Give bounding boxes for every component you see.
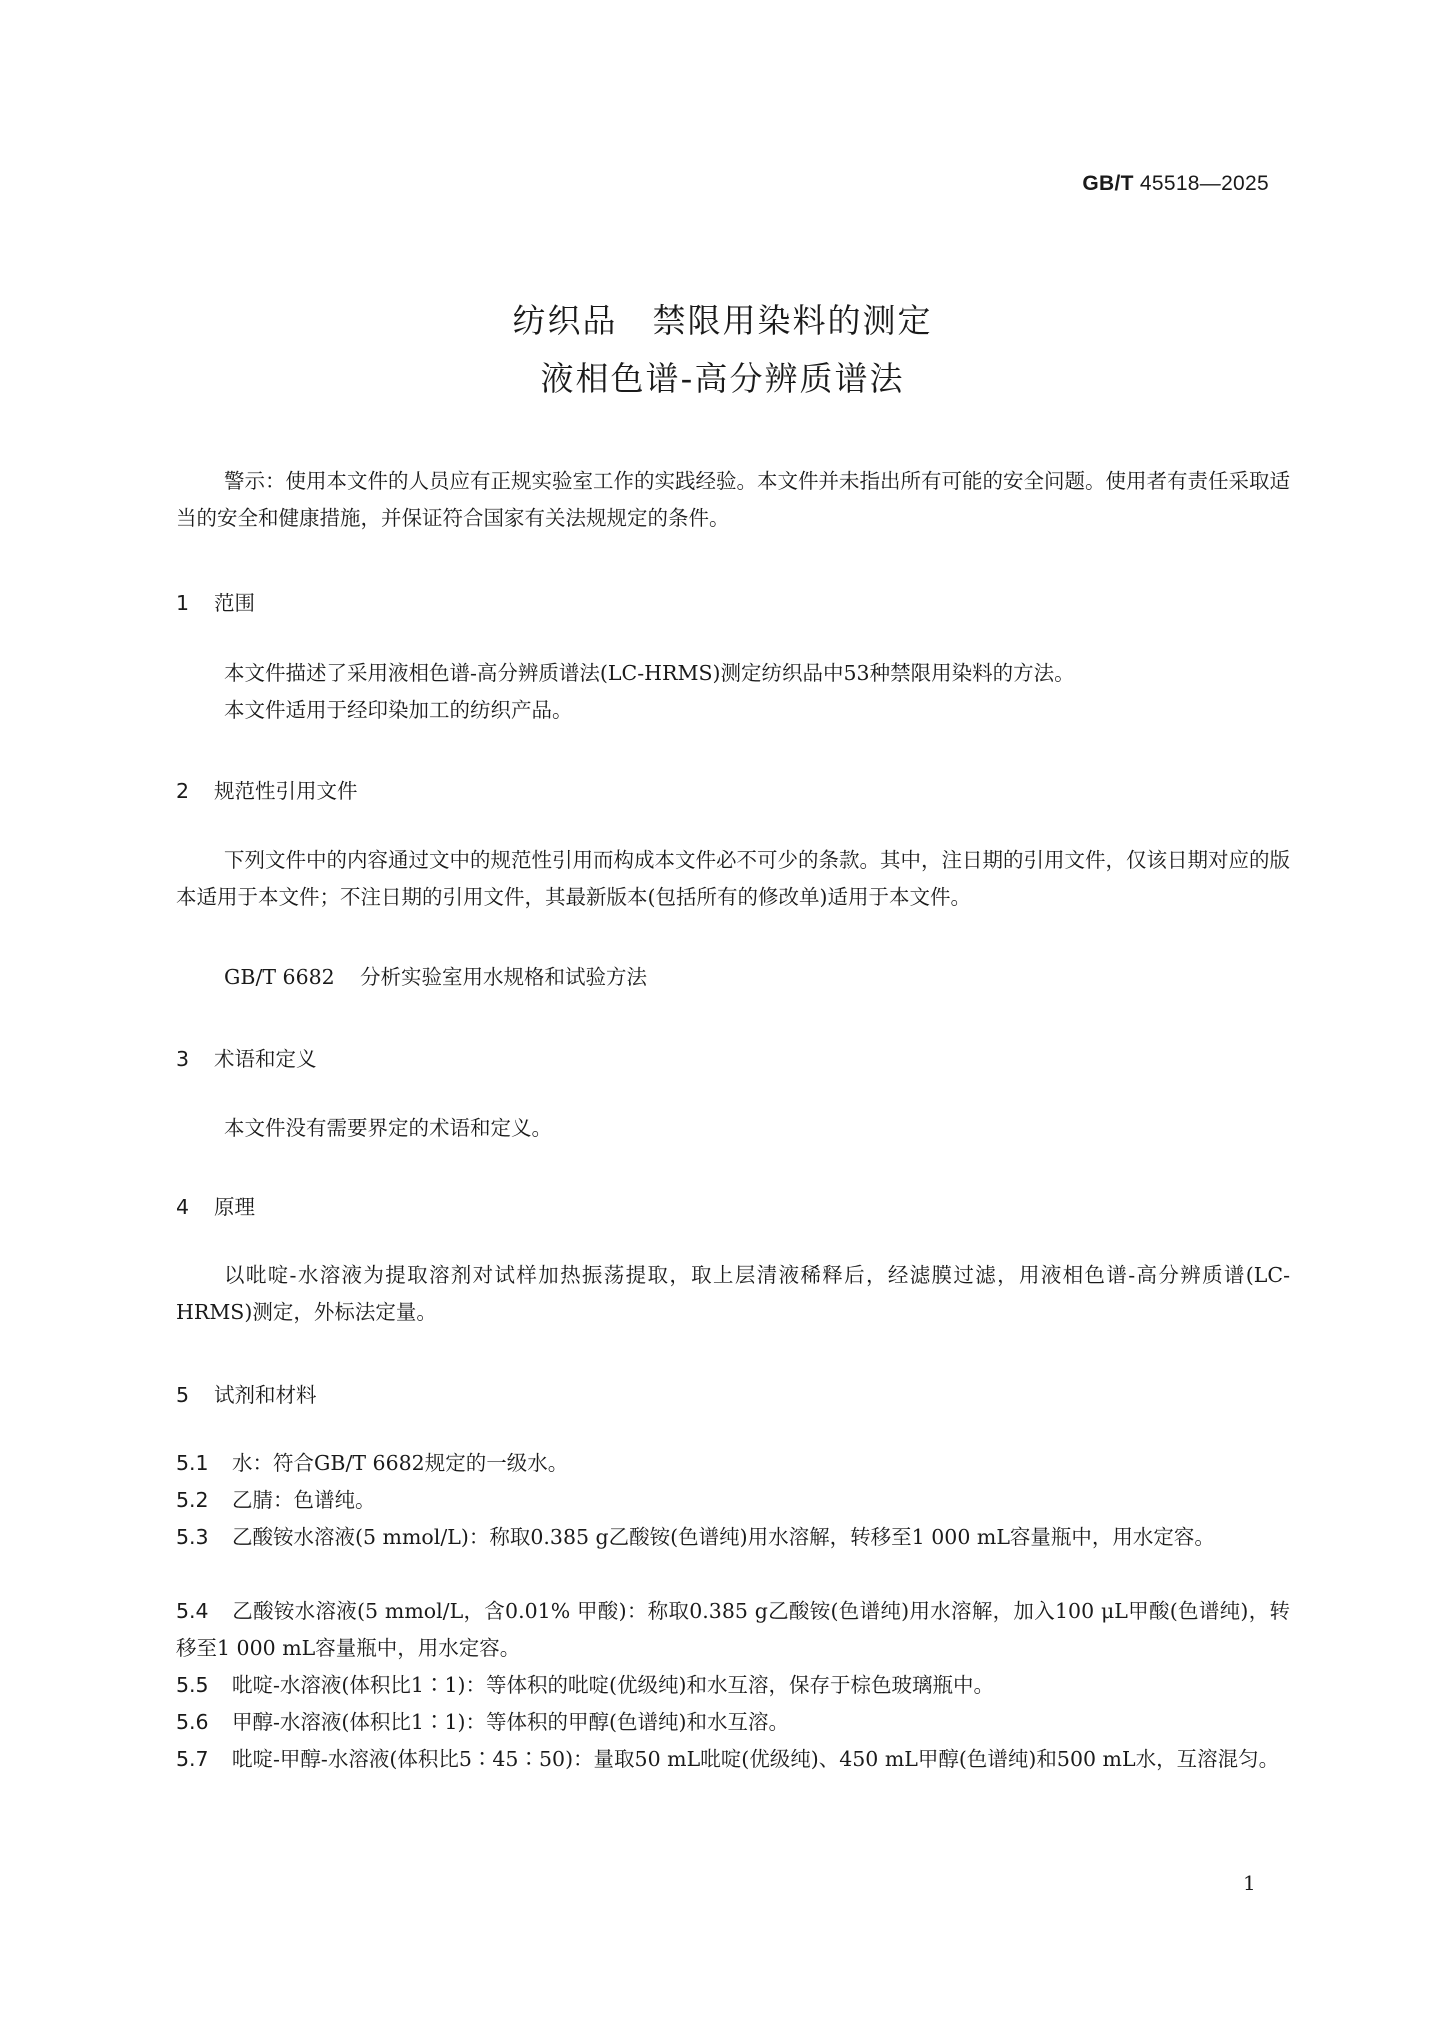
- item-number: 5.5: [176, 1673, 209, 1697]
- item-number: 5.7: [176, 1747, 209, 1771]
- section-title: 规范性引用文件: [214, 779, 358, 803]
- reagent-item: [176, 1482, 1290, 1519]
- standard-number: 45518—2025: [1139, 172, 1269, 195]
- item-number: 5.2: [176, 1488, 209, 1512]
- item-number: 5.6: [176, 1710, 209, 1734]
- reagent-item: [176, 1741, 1290, 1778]
- section-title: 原理: [214, 1195, 255, 1219]
- item-text: 吡啶-水溶液(体积比1∶1)：等体积的吡啶(优级纯)和水互溶，保存于棕色玻璃瓶中。: [232, 1673, 995, 1697]
- reference-entry: [224, 960, 647, 990]
- item-text: 甲醇-水溶液(体积比1∶1)：等体积的甲醇(色谱纯)和水互溶。: [232, 1710, 790, 1734]
- reference-code: GB/T 6682: [224, 965, 335, 989]
- reagent-item: [176, 1445, 1290, 1482]
- section-number: 1: [176, 591, 190, 615]
- section-title: 试剂和材料: [214, 1383, 317, 1407]
- item-text: 乙酸铵水溶液(5 mmol/L，含0.01% 甲酸)：称取0.385 g乙酸铵(色谱纯)用水溶解，加入100 μL甲酸(色谱纯)，转移至1 000 mL容量瓶中，用水定容。: [176, 1599, 1290, 1660]
- item-text: 水：符合GB/T 6682规定的一级水。: [232, 1451, 569, 1475]
- document-title-line1: 纺织品 禁限用染料的测定: [512, 301, 933, 340]
- scope-paragraph-1: 本文件描述了采用液相色谱-高分辨质谱法(LC-HRMS)测定纺织品中53种禁限用染料的方法。: [224, 661, 1075, 685]
- item-number: 5.3: [176, 1525, 209, 1549]
- item-number: 5.1: [176, 1451, 209, 1475]
- section-number: 5: [176, 1383, 190, 1407]
- section-number: 4: [176, 1195, 190, 1219]
- reagent-item: [176, 1667, 1290, 1704]
- section-number: 3: [176, 1047, 190, 1071]
- section-heading-scope: [176, 586, 255, 616]
- item-text: 乙腈：色谱纯。: [232, 1488, 376, 1512]
- section-title: 范围: [214, 591, 255, 615]
- standard-code: [1082, 172, 1269, 196]
- reagent-item: [176, 1704, 1290, 1741]
- scope-paragraph-2: 本文件适用于经印染加工的纺织产品。: [224, 698, 573, 722]
- section-heading-reagents: [176, 1378, 317, 1408]
- reference-title: 分析实验室用水规格和试验方法: [360, 965, 647, 989]
- item-number: 5.4: [176, 1599, 209, 1623]
- page-number: 1: [1243, 1871, 1256, 1895]
- item-text: 乙酸铵水溶液(5 mmol/L)：称取0.385 g乙酸铵(色谱纯)用水溶解，转移至1 000 mL容量瓶中，用水定容。: [232, 1525, 1215, 1549]
- terms-paragraph: 本文件没有需要界定的术语和定义。: [224, 1116, 552, 1140]
- item-text: 吡啶-甲醇-水溶液(体积比5∶45∶50)：量取50 mL吡啶(优级纯)、450 mL甲醇(色谱纯)和500 mL水，互溶混匀。: [232, 1747, 1280, 1771]
- warning-paragraph: 警示：使用本文件的人员应有正规实验室工作的实践经验。本文件并未指出所有可能的安全问题。使用者有责任采取适当的安全和健康措施，并保证符合国家有关法规规定的条件。: [176, 469, 1290, 530]
- reagent-item: [176, 1593, 1290, 1667]
- section-heading-normative-references: [176, 774, 358, 804]
- section-heading-terms: [176, 1042, 317, 1072]
- standard-prefix: GB/T: [1082, 172, 1134, 195]
- section-number: 2: [176, 779, 190, 803]
- reagent-item: [176, 1519, 1290, 1556]
- section-title: 术语和定义: [214, 1047, 317, 1071]
- section-heading-principle: [176, 1190, 255, 1220]
- document-title-line2: 液相色谱-高分辨质谱法: [540, 359, 905, 398]
- references-paragraph: 下列文件中的内容通过文中的规范性引用而构成本文件必不可少的条款。其中，注日期的引用文件，仅该日期对应的版本适用于本文件；不注日期的引用文件，其最新版本(包括所有的修改单)适用于本文件。: [176, 848, 1290, 909]
- principle-paragraph: 以吡啶-水溶液为提取溶剂对试样加热振荡提取，取上层清液稀释后，经滤膜过滤，用液相色谱-高分辨质谱(LC-HRMS)测定，外标法定量。: [176, 1263, 1290, 1324]
